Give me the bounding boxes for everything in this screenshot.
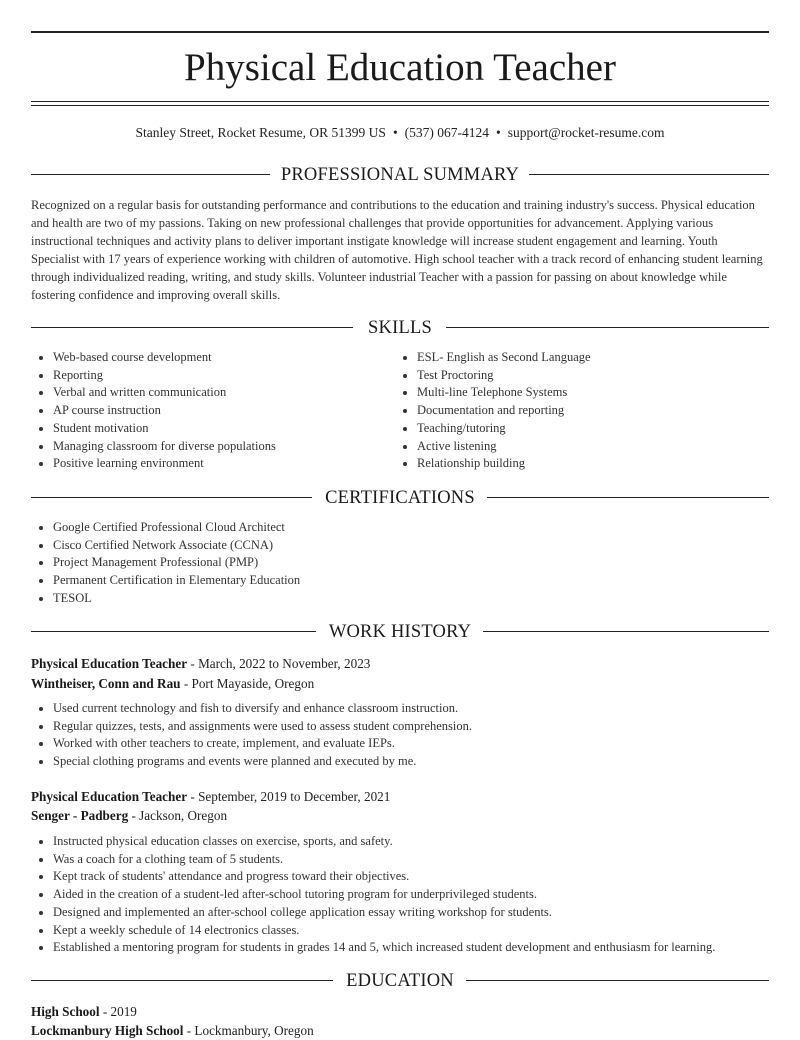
contact-phone[interactable]: (537) 067-4124	[404, 125, 490, 140]
list-item: • Relationship building	[417, 455, 767, 473]
list-item: • Used current technology and fish to diversify and enhance classroom instruction.	[53, 700, 791, 718]
list-item: • Test Proctoring	[417, 367, 767, 385]
certifications-list	[31, 519, 753, 608]
contact-separator: •	[392, 125, 398, 140]
education-school-line	[31, 1021, 769, 1040]
section-title-skills: SKILLS	[368, 318, 432, 338]
education-degree-line	[31, 1002, 769, 1021]
list-item: • Aided in the creation of a student-led after-school tutoring program for underprivileged students.	[53, 886, 791, 904]
list-item: • Google Certified Professional Cloud Architect	[53, 519, 753, 537]
job-location: - Port Mayaside, Oregon	[180, 676, 315, 691]
list-item: • Project Management Professional (PMP)	[53, 554, 753, 572]
section-title-certifications: CERTIFICATIONS	[325, 488, 475, 508]
list-item: • Managing classroom for diverse populations	[53, 438, 393, 456]
list-item: • Established a mentoring program for students in grades 14 and 5, which increased student development and enthusiasm for learning.	[53, 939, 791, 957]
job-2-title-line	[31, 787, 769, 806]
list-item: • Web-based course development	[53, 349, 393, 367]
list-item: • Cisco Certified Network Associate (CCNA)	[53, 537, 753, 555]
job-2-employer-line	[31, 806, 769, 825]
title-double-rule	[31, 101, 769, 106]
job-title: Physical Education Teacher	[31, 789, 188, 804]
list-item: • Regular quizzes, tests, and assignments were used to assess student comprehension.	[53, 718, 791, 736]
list-item: • Was a coach for a clothing team of 5 students.	[53, 851, 791, 869]
job-dates: - September, 2019 to December, 2021	[187, 789, 391, 804]
list-item: • AP course instruction	[53, 402, 393, 420]
section-header-skills	[31, 316, 769, 340]
job-1-bullets	[31, 700, 791, 771]
job-employer: Senger - Padberg	[31, 808, 129, 823]
job-2-bullets	[31, 833, 791, 957]
section-header-work-history	[31, 620, 769, 644]
section-header-certifications	[31, 486, 769, 510]
education-school: Lockmanbury High School	[31, 1023, 184, 1038]
job-1-employer-line	[31, 674, 769, 693]
list-item: • TESOL	[53, 590, 753, 608]
list-item: • Documentation and reporting	[417, 402, 767, 420]
list-item: • Verbal and written communication	[53, 384, 393, 402]
list-item: • Kept track of students' attendance and progress toward their objectives.	[53, 868, 791, 886]
list-item: • Special clothing programs and events were planned and executed by me.	[53, 753, 791, 771]
list-item: • Instructed physical education classes on exercise, sports, and safety.	[53, 833, 791, 851]
list-item: • Student motivation	[53, 420, 393, 438]
skills-list-right	[395, 349, 767, 473]
education-degree: High School	[31, 1004, 100, 1019]
summary-paragraph: Recognized on a regular basis for outstanding performance and contributions to the education and training industry's success. Physical education and health are two of my passions. Taking on new professional challenges that provide opportunities for advancement. Applying various instructional techniques and activity plans to deliver important instigate knowledge will increase student engagement and learning. Youth Specialist with 17 years of experience working with children of automotive. High school teacher with a track record of enhancing student learning through individualized reading, writing, and study skills. Volunteer industrial Teacher with a passion for passing on about knowledge while fostering confidence and improving overall skills.	[31, 198, 763, 302]
contact-separator: •	[496, 125, 501, 140]
section-title-summary: PROFESSIONAL SUMMARY	[280, 165, 520, 185]
job-1-title-line	[31, 654, 769, 673]
skills-list-left	[31, 349, 393, 473]
section-title-education: EDUCATION	[346, 971, 454, 991]
education-location: - Lockmanbury, Oregon	[183, 1023, 314, 1038]
job-title: Physical Education Teacher	[31, 656, 188, 671]
list-item: • Multi-line Telephone Systems	[417, 384, 767, 402]
job-location: - Jackson, Oregon	[128, 808, 228, 823]
section-header-education	[31, 969, 769, 993]
list-item: • Worked with other teachers to create, implement, and evaluate IEPs.	[53, 735, 791, 753]
job-employer: Wintheiser, Conn and Rau	[31, 676, 181, 691]
list-item: • Teaching/tutoring	[417, 420, 767, 438]
job-dates: - March, 2022 to November, 2023	[187, 656, 371, 671]
list-item: • ESL- English as Second Language	[417, 349, 767, 367]
education-year: - 2019	[99, 1004, 137, 1019]
section-header-summary	[31, 163, 769, 187]
list-item: • Reporting	[53, 367, 393, 385]
list-item: • Active listening	[417, 438, 767, 456]
contact-line	[31, 124, 769, 142]
top-rule	[31, 31, 769, 33]
contact-email[interactable]: support@rocket-resume.com	[507, 125, 665, 140]
list-item: • Permanent Certification in Elementary Education	[53, 572, 753, 590]
page-title: Physical Education Teacher	[184, 46, 616, 89]
list-item: • Positive learning environment	[53, 455, 393, 473]
section-title-work-history: WORK HISTORY	[328, 622, 472, 642]
list-item: • Kept a weekly schedule of 14 electronics classes.	[53, 922, 791, 940]
list-item: • Designed and implemented an after-school college application essay writing workshop for students.	[53, 904, 791, 922]
contact-address: Stanley Street, Rocket Resume, OR 51399 US	[135, 125, 386, 140]
